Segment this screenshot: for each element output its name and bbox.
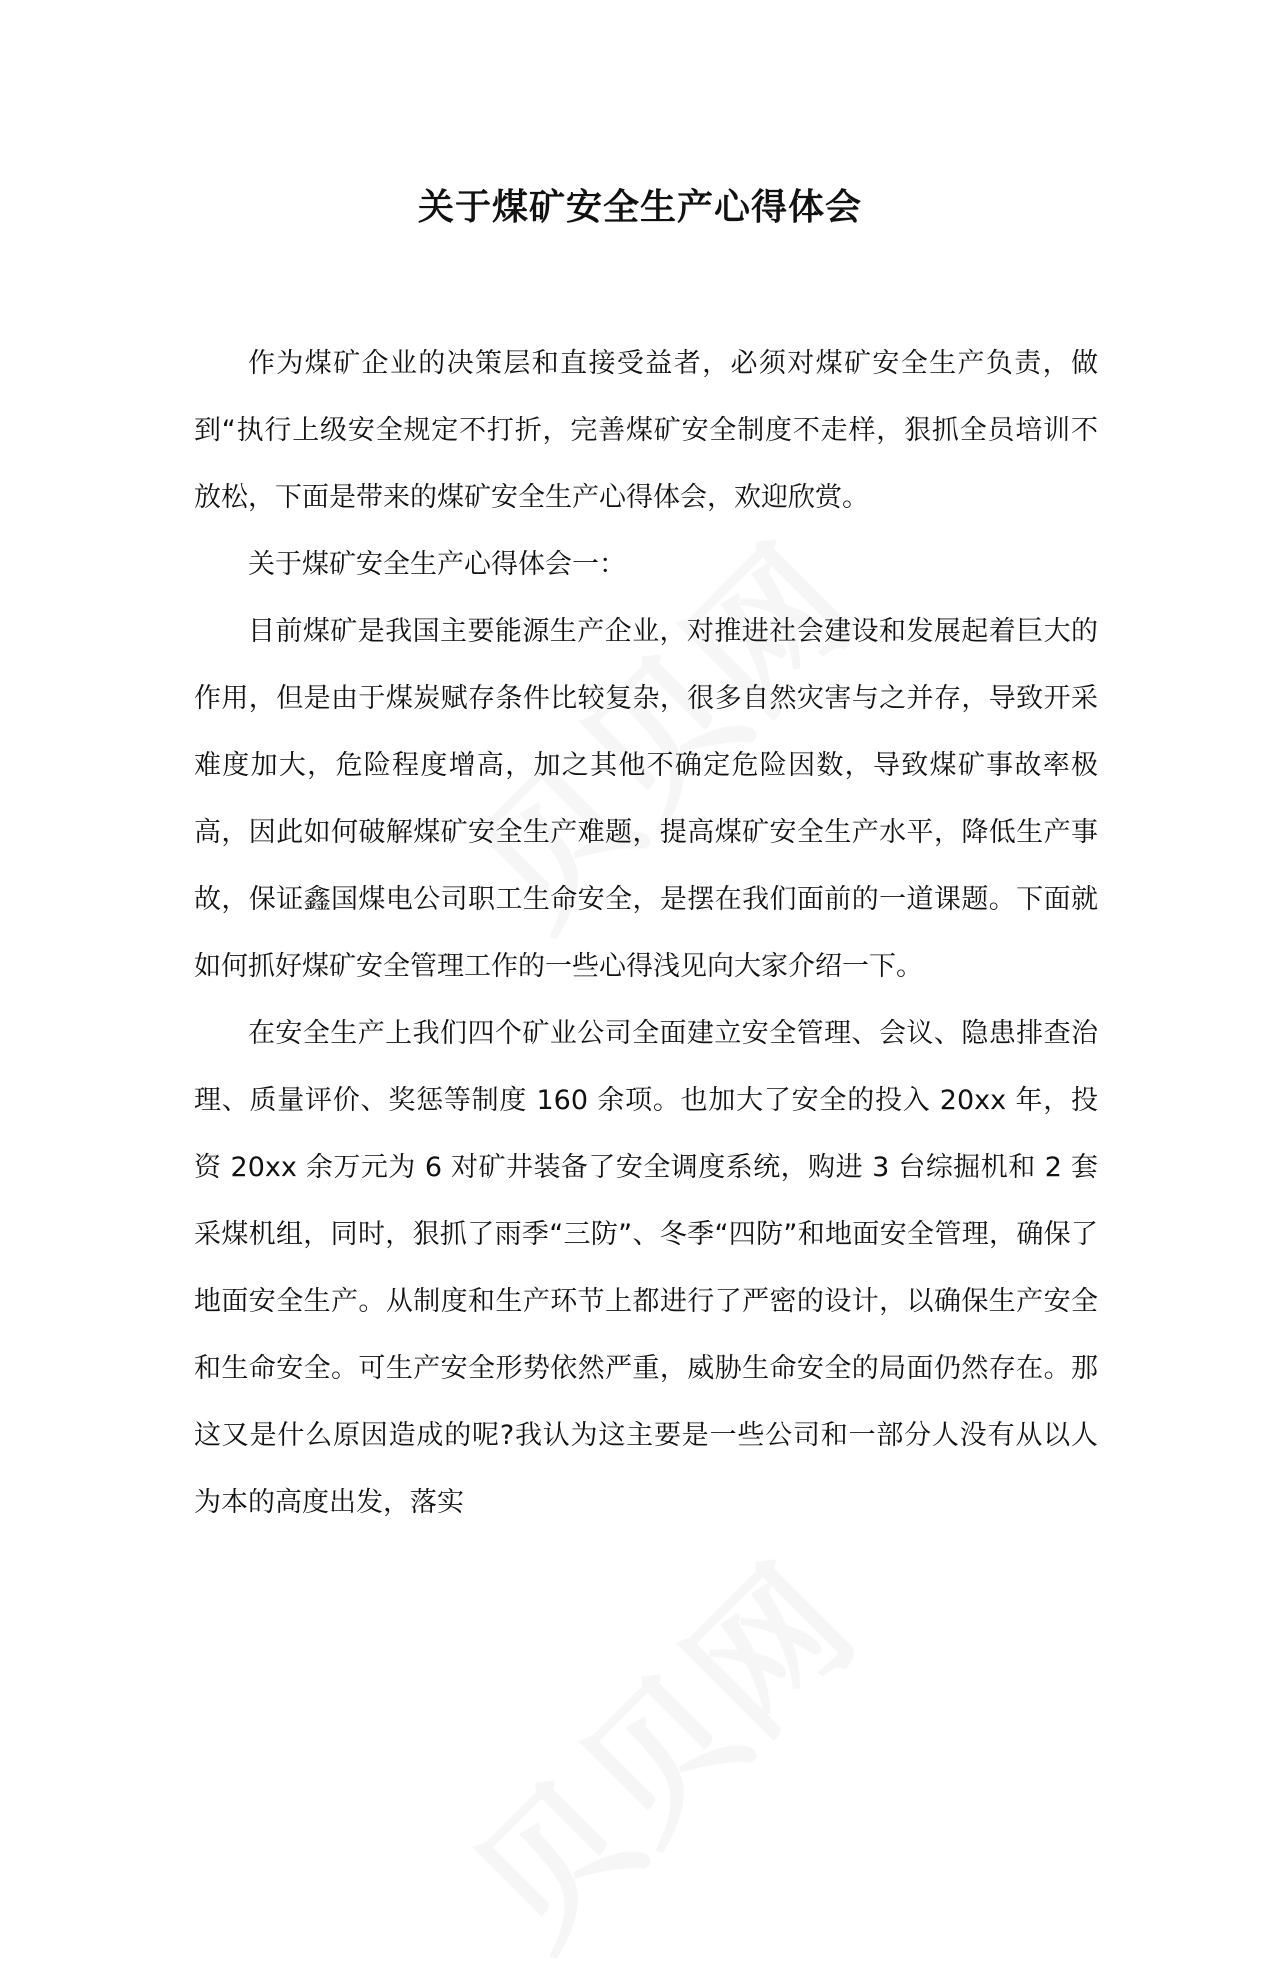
- paragraph-intro: 作为煤矿企业的决策层和直接受益者，必须对煤矿安全生产负责，做到“执行上级安全规定不打折，完善煤矿安全制度不走样，狠抓全员培训不放松，下面是带来的煤矿安全生产心得体会，欢迎欣赏。: [194, 348, 1098, 513]
- section-heading: 关于煤矿安全生产心得体会一：: [248, 549, 626, 580]
- document-body: [194, 330, 1098, 1536]
- paragraph: 在安全生产上我们四个矿业公司全面建立安全管理、会议、隐患排查治理、质量评价、奖惩等制度 160 余项。也加大了安全的投入 20xx 年，投资 20xx 余万元为 6 对矿井装备了安全调度系统，购进 3 台综掘机和 2 套采煤机组，同时，狠抓了雨季“三防”、冬季“四防”和地面安全管理，确保了地面安全生产。从制度和生产环节上都进行了严密的设计，以确保生产安全和生命安全。可生产安全形势依然严重，威胁生命安全的局面仍然存在。那这又是什么原因造成的呢?我认为这主要是一些公司和一部分人没有从以人为本的高度出发，落实: [194, 1018, 1098, 1518]
- paragraph: 目前煤矿是我国主要能源生产企业，对推进社会建设和发展起着巨大的作用，但是由于煤炭赋存条件比较复杂，很多自然灾害与之并存，导致开采难度加大，危险程度增高，加之其他不确定危险因数，导致煤矿事故率极高，因此如何破解煤矿安全生产难题，提高煤矿安全生产水平，降低生产事故，保证鑫国煤电公司职工生命安全，是摆在我们面前的一道课题。下面就如何抓好煤矿安全管理工作的一些心得浅见向大家介绍一下。: [194, 616, 1098, 982]
- document-title: 关于煤矿安全生产心得体会: [417, 187, 862, 228]
- watermark: [420, 1513, 891, 1983]
